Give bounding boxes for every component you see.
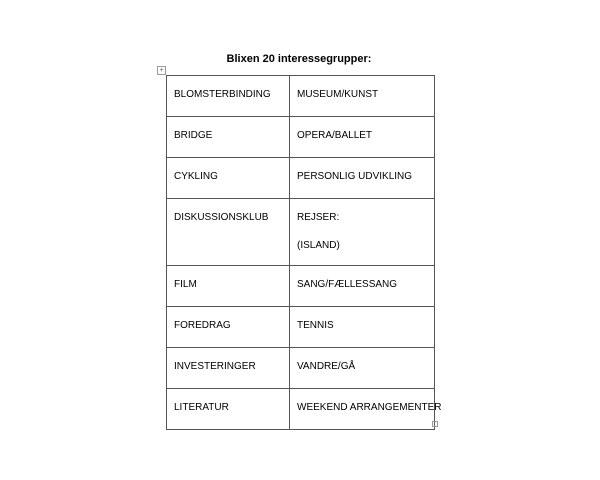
table-row (167, 307, 435, 348)
table-row (167, 158, 435, 199)
table-move-handle-icon[interactable]: + (157, 66, 166, 75)
table-cell-left[interactable]: DISKUSSIONSKLUB (167, 199, 290, 266)
table-cell-right[interactable]: MUSEUM/KUNST (290, 76, 435, 117)
table-cell-left[interactable]: FILM (167, 266, 290, 307)
table-row (167, 348, 435, 389)
table-row (167, 117, 435, 158)
interest-groups-table (166, 75, 442, 430)
table-cell-right[interactable]: WEEKEND ARRANGEMENTER (290, 389, 435, 430)
table-row (167, 266, 435, 307)
table-cell-right[interactable]: TENNIS (290, 307, 435, 348)
table-cell-right[interactable]: VANDRE/GÅ (290, 348, 435, 389)
table-cell-right[interactable]: PERSONLIG UDVIKLING (290, 158, 435, 199)
table-cell-right[interactable]: SANG/FÆLLESSANG (290, 266, 435, 307)
table-cell-left[interactable]: FOREDRAG (167, 307, 290, 348)
table-cell-right[interactable] (290, 199, 435, 266)
cell-line: REJSER: (297, 212, 340, 223)
table-row (167, 389, 435, 430)
table-cell-left[interactable]: CYKLING (167, 158, 290, 199)
table-cell-right[interactable]: OPERA/BALLET (290, 117, 435, 158)
cell-subline: (ISLAND) (297, 240, 340, 251)
table-row (167, 199, 435, 266)
table-cell-left[interactable]: BRIDGE (167, 117, 290, 158)
table-row (167, 76, 435, 117)
table-cell-left[interactable]: INVESTERINGER (167, 348, 290, 389)
table-cell-left[interactable]: LITERATUR (167, 389, 290, 430)
document-title: Blixen 20 interessegrupper: (226, 53, 372, 65)
table-resize-handle-icon[interactable] (432, 421, 438, 427)
table-cell-left[interactable]: BLOMSTERBINDING (167, 76, 290, 117)
